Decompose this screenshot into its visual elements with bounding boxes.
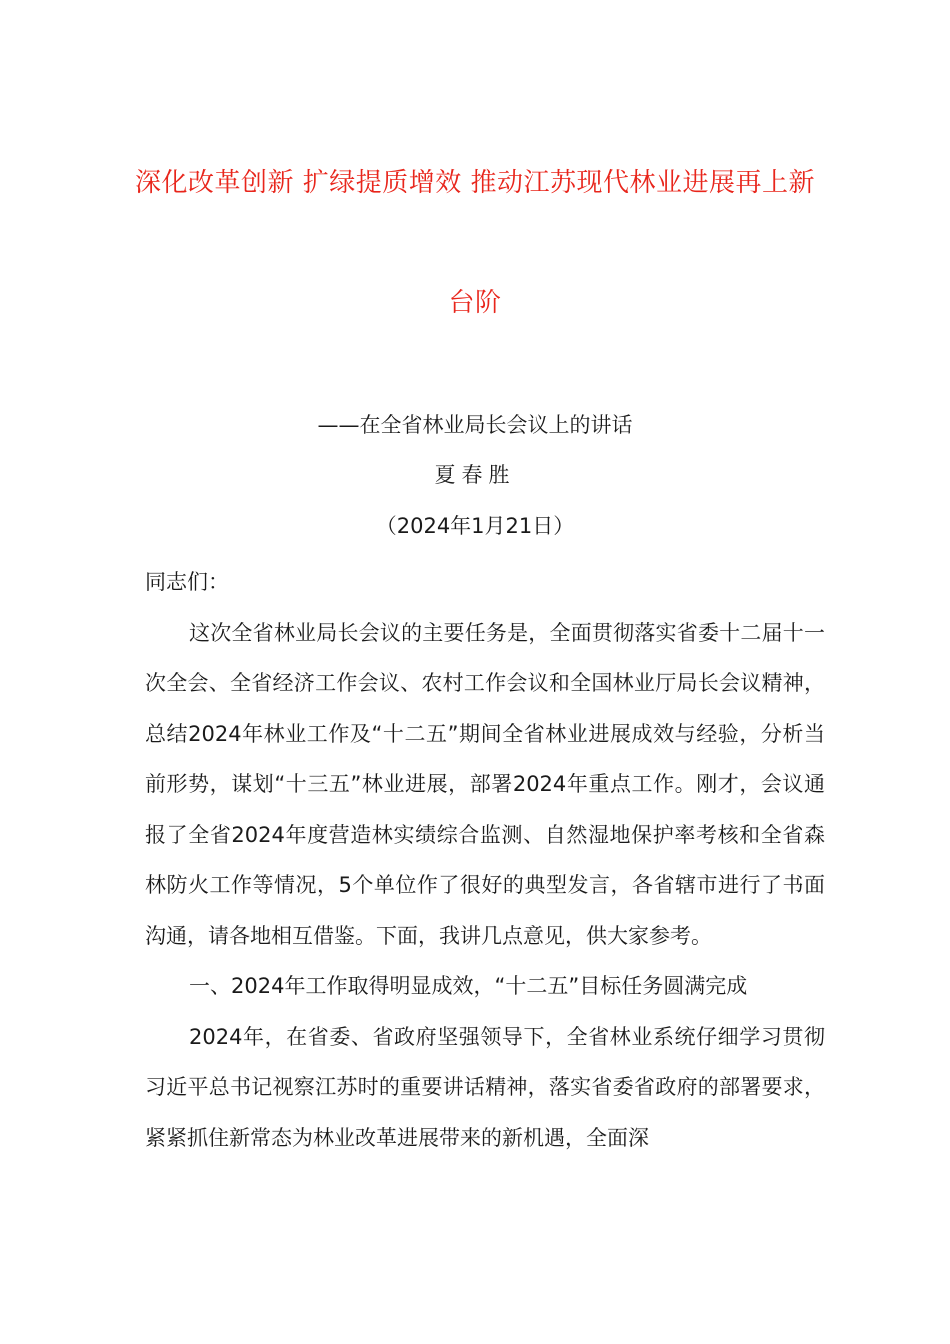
intro-paragraph: 这次全省林业局长会议的主要任务是，全面贯彻落实省委十二届十一次全会、全省经济工作会议、农村工作会议和全国林业厅局长会议精神，总结2024年林业工作及“十二五”期间全省林业进展成效与经验，分析当前形势，谋划“十三五”林业进展，部署2024年重点工作。刚才，会议通报了全省2024年度营造林实绩综合监测、自然湿地保护率考核和全省森林防火工作等情况，5个单位作了很好的典型发言，各省辖市进行了书面沟通，请各地相互借鉴。下面，我讲几点意见，供大家参考。 (145, 620, 825, 948)
section-paragraph: 2024年，在省委、省政府坚强领导下，全省林业系统仔细学习贯彻习近平总书记视察江苏时的重要讲话精神，落实省委省政府的部署要求，紧紧抓住新常态为林业改革进展带来的新机遇，全面深 (145, 1024, 825, 1150)
salutation: 同志们： (145, 570, 229, 594)
document-title-line-1: 深化改革创新 扩绿提质增效 推动江苏现代林业进展再上新 (134, 168, 816, 198)
document-title-line-2: 台阶 (448, 288, 502, 318)
document-body (145, 557, 825, 1163)
section-heading: 一、2024年工作取得明显成效，“十二五”目标任务圆满完成 (189, 974, 748, 998)
author-name: 夏春胜 (434, 463, 516, 487)
document-subtitle: ——在全省林业局长会议上的讲话 (317, 413, 633, 437)
speech-date: （2024年1月21日） (375, 514, 575, 538)
